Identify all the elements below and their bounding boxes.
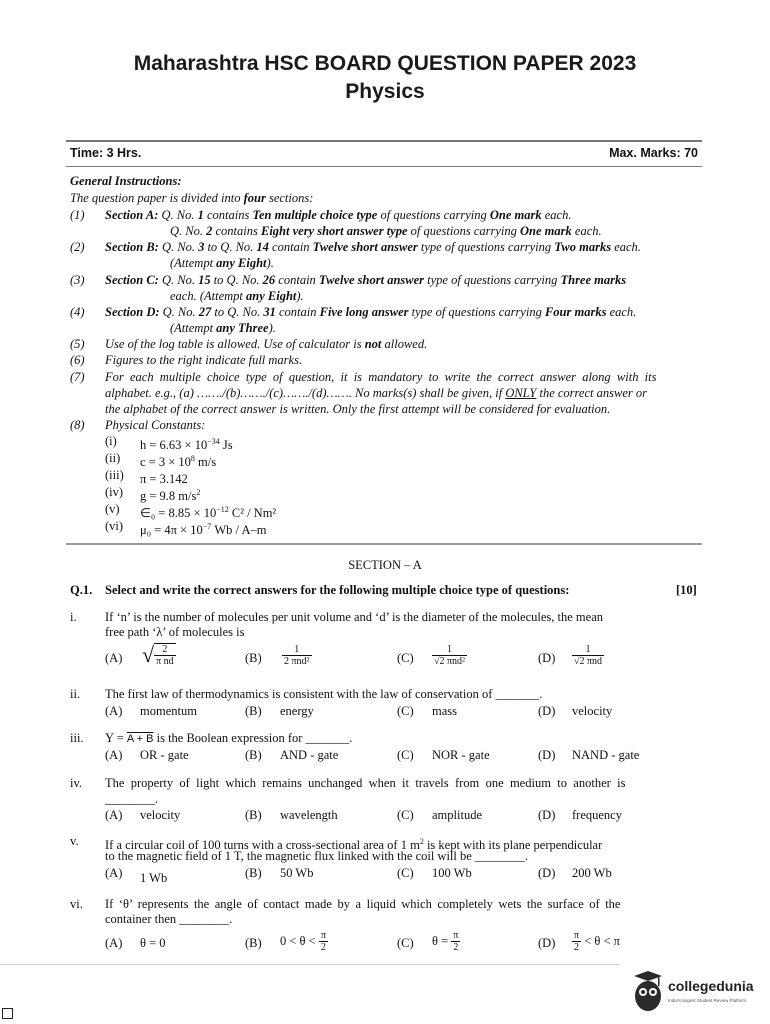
instruction-text: Section A: Q. No. 1 contains Ten multiple choice type of questions carrying One mark each.	[105, 208, 572, 222]
option-label: (C)	[397, 866, 414, 880]
question-text: If a circular coil of 100 turns with a cross-sectional area of 1 $m^2$ is kept with its plane perpendicular	[105, 837, 603, 853]
logo-tagline: India's largest Student Review Platform	[668, 998, 747, 1003]
instructions-intro: The question paper is divided into four sections:	[70, 191, 314, 205]
paper-title: Maharashtra HSC BOARD QUESTION PAPER 2023	[133, 52, 637, 75]
question-text: If ‘θ’ represents the angle of contact made by a liquid which completely wets the surface of the	[105, 897, 621, 911]
option-label: (B)	[245, 704, 262, 718]
constant-number: (iii)	[105, 468, 124, 482]
time-label: Time: 3 Hrs.	[70, 146, 142, 160]
option-label: (A)	[105, 808, 123, 822]
constant-value: $\mu_0 = 4\pi \times 10^{-7}$ Wb / A–m	[140, 522, 267, 538]
option-label: (C)	[397, 748, 414, 762]
option-label: (B)	[245, 808, 262, 822]
constant-number: (ii)	[105, 451, 121, 465]
instruction-text: each. (Attempt any Eight).	[170, 289, 304, 303]
constant-number: (i)	[105, 434, 117, 448]
option-label: (A)	[105, 748, 123, 762]
option-text: mass	[432, 704, 457, 718]
option-label: (B)	[245, 866, 262, 880]
instruction-text: alphabet. e.g., (a) ……./(b)……./(c)……./(d)……. No marks(s) shall be given, if ONLY the correct answer or	[105, 386, 647, 400]
option-label: (A)	[105, 936, 123, 950]
option-c-text: θ = $\frac{\pi}{2}$	[432, 930, 459, 953]
option-text: OR - gate	[140, 748, 189, 762]
option-text: NOR - gate	[432, 748, 490, 762]
option-d-text: $\frac{\pi}{2}$ < θ < π	[574, 930, 620, 953]
corner-box	[2, 1008, 13, 1019]
q1-label: Q.1.	[70, 583, 93, 597]
option-text: velocity	[572, 704, 613, 718]
option-text: frequency	[572, 808, 622, 822]
instruction-text: Figures to the right indicate full marks.	[105, 353, 303, 367]
option-label: (C)	[397, 651, 414, 665]
constant-value: ∈₀ = $8.85 \times 10^{-12}$ C² / Nm²	[140, 505, 277, 521]
option-text: momentum	[140, 704, 197, 718]
section-heading: SECTION – A	[348, 558, 422, 572]
constant-number: (v)	[105, 502, 120, 516]
question-text: container then ________.	[105, 912, 233, 926]
instruction-text: Section B: Q. No. 3 to Q. No. 14 contain Twelve short answer type of questions carrying Two marks each.	[105, 240, 641, 254]
option-label: (D)	[538, 651, 556, 665]
section-top-rule	[66, 543, 702, 545]
option-label: (C)	[397, 808, 414, 822]
instruction-text: Section D: Q. No. 27 to Q. No. 31 contain Five long answer type of questions carrying Four marks each.	[105, 305, 637, 319]
option-text: NAND - gate	[572, 748, 640, 762]
instructions-heading: General Instructions:	[70, 174, 182, 188]
question-text: to the magnetic field of 1 T, the magnetic flux linked with the coil will be ________.	[105, 849, 529, 863]
option-label: (D)	[538, 866, 556, 880]
q1-text: Select and write the correct answers for the following multiple choice type of questions:	[105, 583, 570, 597]
option-label: (B)	[245, 936, 262, 950]
question-number: vi.	[70, 897, 83, 911]
question-number: ii.	[70, 687, 81, 701]
question-text: Y = A + B is the Boolean expression for _______.	[105, 731, 353, 745]
question-number: i.	[70, 610, 77, 624]
q1-marks: [10]	[676, 583, 697, 597]
option-a-formula: √ $\frac{2}{\text{π nd}}$	[142, 642, 174, 667]
instruction-number: (8)	[70, 418, 85, 432]
instruction-number: (2)	[70, 240, 85, 254]
constant-number: (vi)	[105, 519, 124, 533]
option-label: (C)	[397, 704, 414, 718]
instruction-number: (6)	[70, 353, 85, 367]
logo-name: collegedunia	[668, 978, 754, 994]
option-label: (D)	[538, 936, 556, 950]
question-text: ________.	[105, 792, 159, 806]
option-text: AND - gate	[280, 748, 339, 762]
instruction-number: (7)	[70, 370, 85, 384]
option-label: (D)	[538, 808, 556, 822]
option-a-text: θ = 0	[140, 936, 166, 950]
option-text: 100 Wb	[432, 866, 472, 880]
instruction-number: (4)	[70, 305, 85, 319]
option-text: amplitude	[432, 808, 482, 822]
option-b-formula: $\frac{1}{\text{2 πnd²}}$	[284, 644, 310, 667]
instruction-number: (1)	[70, 208, 85, 222]
option-text: energy	[280, 704, 314, 718]
header-bottom-rule	[66, 166, 702, 167]
question-number: v.	[70, 834, 79, 848]
constant-value: $c = 3 \times 10^8$ m/s	[140, 454, 217, 470]
option-label: (A)	[105, 651, 123, 665]
option-label: (C)	[397, 936, 414, 950]
option-text: 50 Wb	[280, 866, 314, 880]
constant-value: g = 9.8 $m/s^2$	[140, 488, 201, 504]
question-number: iii.	[70, 731, 84, 745]
top-rule	[66, 140, 702, 142]
question-text: free path ‘λ’ of molecules is	[105, 625, 245, 639]
option-d-formula: $\frac{1}{\text{√2 πnd}}$	[574, 644, 603, 667]
option-text: velocity	[140, 808, 181, 822]
instruction-text: the alphabet of the correct answer is written. Only the first attempt will be considered for evaluation.	[105, 402, 611, 416]
instruction-text: Physical Constants:	[105, 418, 206, 432]
owl-icon	[630, 970, 666, 1014]
option-c-formula: $\frac{1}{\text{√2 πnd²}}$	[434, 644, 466, 667]
constant-value: $h = 6.63 \times 10^{-34}$ Js	[140, 437, 233, 453]
instruction-number: (5)	[70, 337, 85, 351]
instruction-text: Section C: Q. No. 15 to Q. No. 26 contain Twelve short answer type of questions carrying Three marks	[105, 273, 627, 287]
option-label: (A)	[105, 704, 123, 718]
instruction-text: (Attempt any Three).	[170, 321, 276, 335]
paper-subject: Physics	[345, 80, 425, 103]
footer-rule	[0, 964, 620, 965]
constant-value: π = 3.142	[140, 472, 188, 487]
option-label: (B)	[245, 651, 262, 665]
option-text: 1 Wb	[140, 871, 168, 885]
question-text: If ‘n’ is the number of molecules per unit volume and ‘d’ is the diameter of the molecules, the mean	[105, 610, 603, 624]
option-text: wavelength	[280, 808, 338, 822]
option-text: 200 Wb	[572, 866, 612, 880]
max-marks-label: Max. Marks: 70	[609, 146, 698, 160]
instruction-text: For each multiple choice type of question, it is mandatory to write the correct answer along with its	[105, 370, 657, 384]
constant-number: (iv)	[105, 485, 124, 499]
question-text: The property of light which remains unchanged when it travels from one medium to another is	[105, 776, 626, 790]
instruction-text: Use of the log table is allowed. Use of calculator is not allowed.	[105, 337, 428, 351]
question-number: iv.	[70, 776, 83, 790]
collegedunia-logo	[630, 966, 754, 1016]
instruction-text: (Attempt any Eight).	[170, 256, 274, 270]
instruction-text: Q. No. 2 contains Eight very short answer type of questions carrying One mark each.	[170, 224, 602, 238]
option-b-text: 0 < θ < $\frac{\pi}{2}$	[280, 930, 326, 953]
option-label: (A)	[105, 866, 123, 880]
question-text: The first law of thermodynamics is consistent with the law of conservation of _______.	[105, 687, 543, 701]
option-label: (B)	[245, 748, 262, 762]
option-label: (D)	[538, 704, 556, 718]
option-label: (D)	[538, 748, 556, 762]
instruction-number: (3)	[70, 273, 85, 287]
